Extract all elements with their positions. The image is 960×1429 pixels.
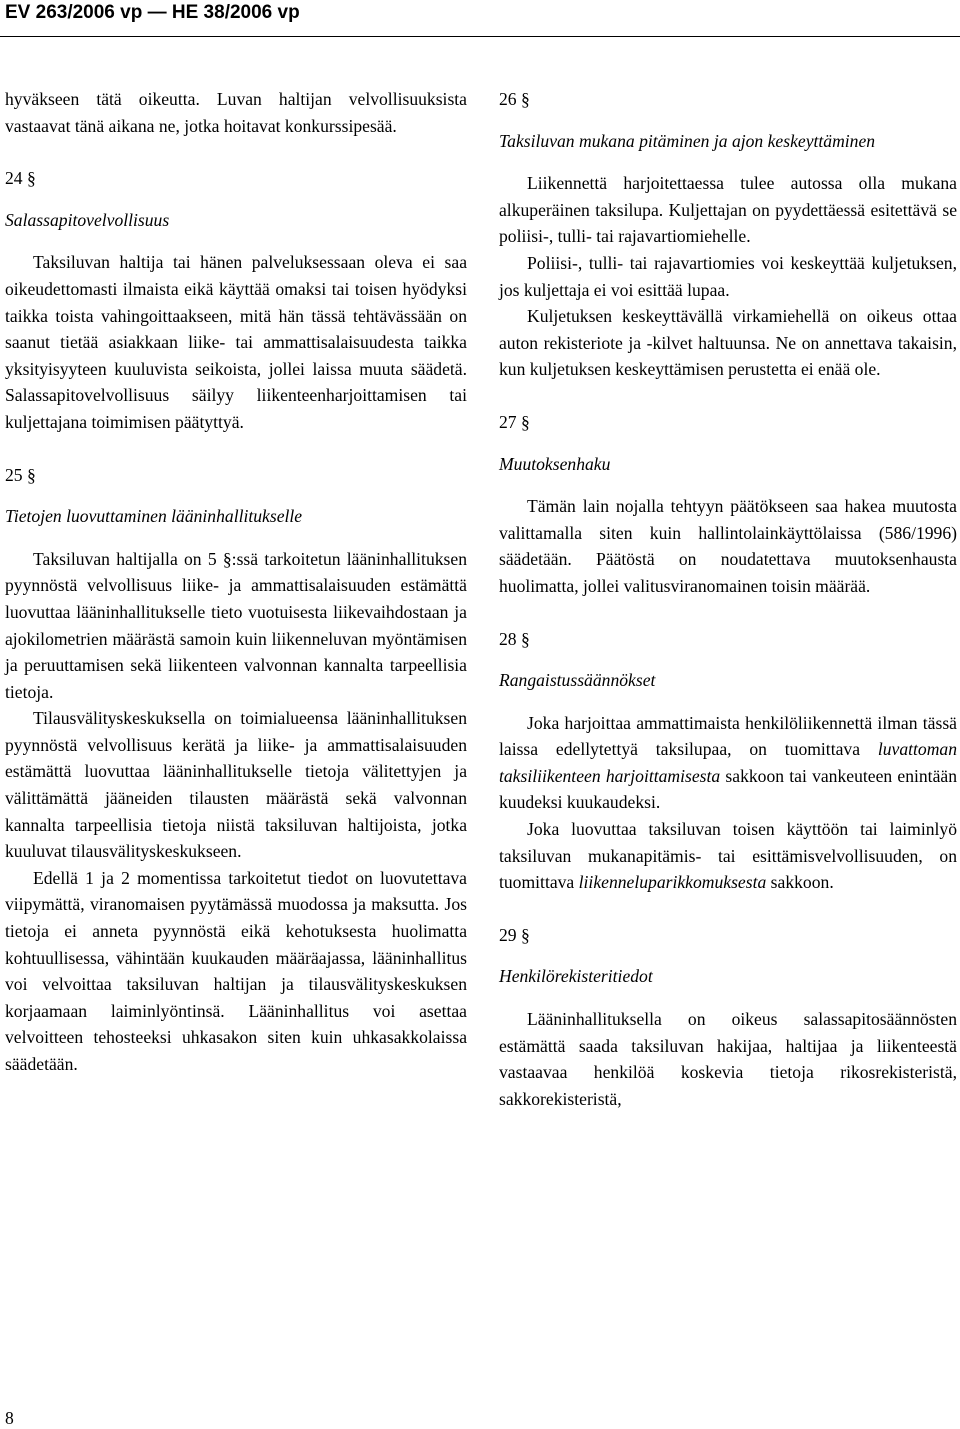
section-28-p2-offence: liikenneluparikkomuksesta [578, 872, 767, 893]
section-25-number: 25 § [5, 464, 36, 485]
section-26-paragraph-2: Poliisi-, tulli- tai rajavartiomies voi keskeyttää kuljetuksen, jos kuljettaja ei voi esittää lupaa. [499, 252, 957, 300]
section-28-p2-text-a: Joka luovuttaa taksiluvan toisen käyttöön tai laiminlyö taksiluvan mukanapitämis- tai esittämisvelvollisuuden, on tuomittava [499, 819, 957, 893]
section-28-p1-text-a: Joka harjoittaa ammattimaista henkilöliikennettä ilman tässä laissa edellytettyä taksilupaa, on tuomittava [499, 712, 957, 760]
section-28-paragraph-2 [499, 816, 957, 896]
section-26-number: 26 § [499, 89, 530, 109]
section-29-paragraph-1: Lääninhallituksella on oikeus salassapitosäännösten estämättä saada taksiluvan hakijaa, haltijaa ja liikenteestä vastaavaa henkilöä koskevia tietoja rikosrekisteristä, sakkorekisteristä, [499, 1009, 957, 1109]
section-24-title: Salassapitovelvollisuus [5, 209, 170, 230]
section-24-number: 24 § [5, 168, 36, 189]
section-24-paragraph-1: Taksiluvan haltija tai hänen palveluksessaan oleva ei saa oikeudettomasti ilmaista eikä käyttää omaksi tai toisen hyödyksi taikka toista vahingoittaakseen, mitä hän tässä tehtävässään on saanut tietää asiakkaan liike- tai ammattisalaisuudesta taikka yksityisyyteen kuuluvista seikoista, jollei laissa muuta säädetä. Salassapitovelvollisuus säilyy liikenteenharjoittamisen tai kuljettajana toimimisen päätyttyä. [5, 252, 467, 432]
section-28-p2-text-b: sakkoon. [766, 872, 834, 893]
section-25-title: Tietojen luovuttaminen lääninhallitukselle [5, 506, 303, 527]
section-27-title: Muutoksenhaku [499, 453, 611, 474]
header-rule [0, 36, 960, 37]
section-27-paragraph-1: Tämän lain nojalla tehtyyn päätökseen saa hakea muutosta valittamalla siten kuin hallintolainkäyttölaissa (586/1996) säädetään. Päätöstä on noudatettava muutoksenhausta huolimatta, jollei valitusviranomainen toisin määrää. [499, 496, 957, 596]
section-26-paragraph-3: Kuljetuksen keskeyttävällä virkamiehellä on oikeus ottaa auton rekisteriote ja -kilvet haltuunsa. Ne on annettava takaisin, kun kuljetuksen keskeyttämisen perustetta ei enää ole. [499, 306, 957, 380]
section-27-number: 27 § [499, 411, 530, 432]
section-25-paragraph-2: Tilausvälityskeskuksella on toimialueensa lääninhallituksen pyynnöstä velvollisuus kerätä ja liike- ja ammattisalaisuuden estämättä luovuttaa lääninhallitukselle tietoja välitettyjen ja välittämättä jääneiden tilausten määrästä sekä valvonnan kannalta tarpeellisia tietoja niistä taksiluvan haltijoista, jotka kuuluvat tilausvälityskeskukseen. [5, 708, 467, 862]
page-number: 8 [5, 1408, 14, 1428]
section-28-number: 28 § [499, 628, 530, 649]
section-28-title: Rangaistussäännökset [499, 670, 656, 691]
section-25-paragraph-3: Edellä 1 ja 2 momentissa tarkoitetut tiedot on luovutettava viipymättä, viranomaisen pyytämässä muodossa ja maksutta. Jos tietoja ei anneta pyynnöstä eikä kehotuksesta huolimatta kohtuullisessa, vähintään kuukauden määräajassa, lääninhallitus voi velvoittaa taksiluvan haltijan ja tilausvälityskeskuksen korjaamaan laiminlyöntinsä. Lääninhallitus voi asettaa velvoitteen tehosteeksi uhkasakon siten kuin uhkasakkolaissa säädetään. [5, 867, 467, 1074]
section-26-title: Taksiluvan mukana pitäminen ja ajon keskeyttäminen [499, 130, 876, 151]
section-28-paragraph-1 [499, 710, 957, 816]
section-29-number: 29 § [499, 924, 530, 945]
section-28-p1-text-b: sakkoon tai vankeuteen enintään kuudeksi kuukaudeksi. [499, 765, 957, 813]
right-column [499, 86, 957, 1112]
section-29-title: Henkilörekisteritiedot [499, 966, 653, 987]
section-26-paragraph-1: Liikennettä harjoitettaessa tulee autossa olla mukana alkuperäinen taksilupa. Kuljettajan on pyydettäessä esitettävä se poliisi-, tulli- tai rajavartiomiehelle. [499, 173, 957, 247]
intro-paragraph: hyväkseen tätä oikeutta. Luvan haltijan velvollisuuksista vastaavat tänä aikana ne, jotka hoitavat konkurssipesää. [5, 89, 467, 136]
section-28-p1-offence: luvattoman taksiliikenteen harjoittamisesta [499, 739, 957, 786]
section-25-paragraph-1: Taksiluvan haltijalla on 5 §:ssä tarkoitetun lääninhallituksen pyynnöstä velvollisuus liike- ja ammattisalaisuuden estämättä luovuttaa lääninhallitukselle tieto vuotuisesta liikevaihdostaan ja ajokilometrien määrästä samoin kuin liikenneluvan myöntämisen ja peruuttamisen sekä liikenteen valvonnan kannalta tarpeellisia tietoja. [5, 548, 467, 702]
left-column [5, 86, 467, 1078]
document-reference: EV 263/2006 vp — HE 38/2006 vp [5, 2, 300, 23]
